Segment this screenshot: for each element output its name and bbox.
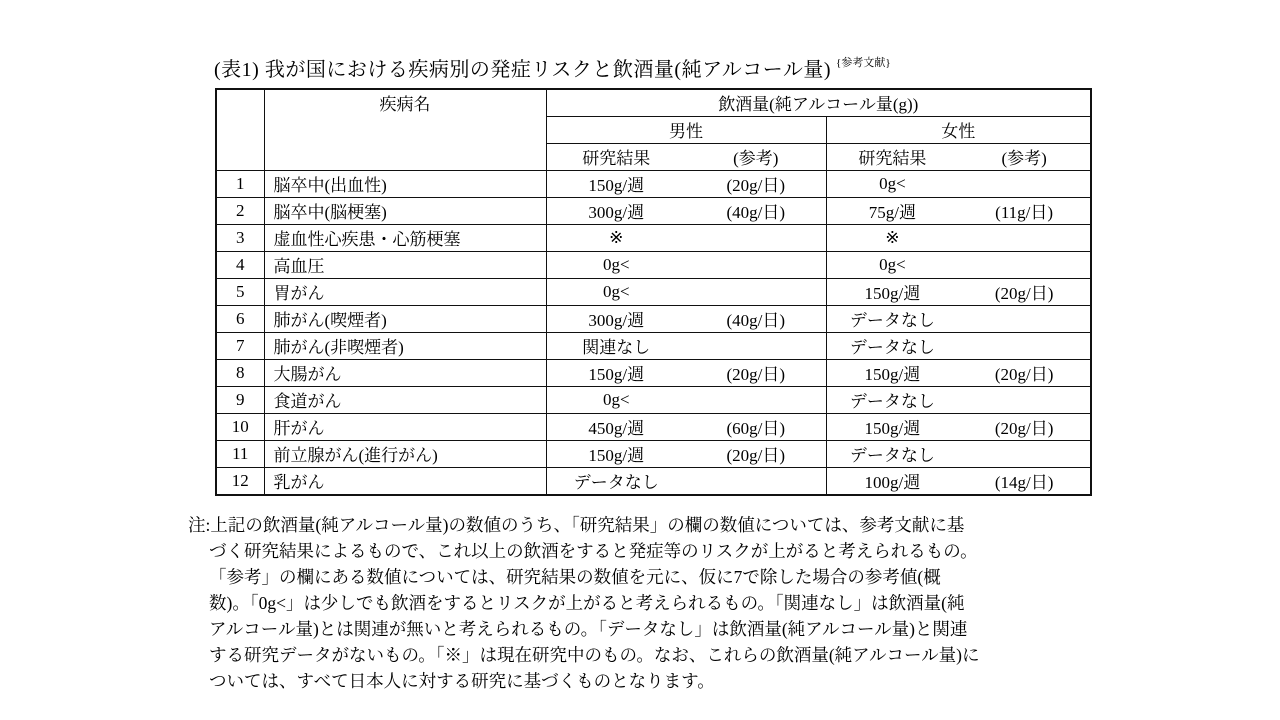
female-reference-value: (11g/日) [995,203,1054,222]
table-row [216,251,1091,278]
female-value-cell [826,305,1091,332]
table-row [216,305,1091,332]
male-result-value: 0g< [602,389,630,409]
female-result-value: ※ [885,227,900,247]
table-row [216,467,1091,495]
female-result-value: 75g/週 [868,203,916,222]
disease-name: 前立腺がん(進行がん) [264,440,546,467]
female-value-pair [827,252,1091,278]
male-value-pair [547,360,826,386]
female-result-value: データなし [849,392,935,411]
note-line: づく研究結果によるもので、これ以上の飲酒をすると発症等のリスクが上がると考えられるもの。 [209,541,978,561]
male-value-pair [547,468,826,494]
male-value-pair [547,333,826,359]
female-result-value: 0g< [879,254,906,274]
table-row [216,440,1091,467]
female-reference-value: (14g/日) [994,473,1054,492]
row-number: 2 [216,197,264,224]
note-block [188,512,979,694]
male-result-value: 0g< [602,254,630,274]
female-value-pair [827,225,1091,251]
note-line: する研究データがないもの。「※」は現在研究中のもの。なお、これらの飲酒量(純アルコール量)に [209,645,980,665]
female-value-pair [827,441,1091,467]
male-value-pair [547,306,826,332]
male-value-pair [547,279,826,305]
male-result-value: ※ [609,227,624,247]
male-value-cell [546,413,826,440]
row-number: 12 [216,467,264,495]
male-value-cell [546,359,826,386]
male-reference-value: (60g/日) [726,419,786,438]
female-value-pair [827,306,1091,332]
female-value-cell [826,332,1091,359]
male-value-pair [547,414,826,440]
male-result-value: 450g/週 [588,419,645,438]
male-value-cell [546,332,826,359]
female-reference-value: (20g/日) [994,284,1054,303]
male-result-value: 300g/週 [588,203,645,222]
male-result-value: 関連なし [582,338,651,357]
header-alcohol-amount: 飲酒量(純アルコール量(g)) [546,89,1091,116]
row-number: 1 [216,170,264,197]
male-value-pair [547,252,826,278]
male-reference-value: (20g/日) [726,176,786,195]
female-result-value: 150g/週 [864,365,921,384]
female-value-pair [827,468,1091,494]
note-line: 注:上記の飲酒量(純アルコール量)の数値のうち、「研究結果」の欄の数値については、参考文献に基 [188,515,965,535]
male-value-cell [546,251,826,278]
disease-name: 脳卒中(脳梗塞) [264,197,546,224]
male-result-value: 150g/週 [588,446,645,465]
male-reference-value: (20g/日) [726,446,786,465]
male-value-cell [546,305,826,332]
male-value-pair [547,198,826,224]
male-reference-value: (20g/日) [726,365,786,384]
male-reference-value: (40g/日) [726,203,786,222]
row-number: 5 [216,278,264,305]
female-value-cell [826,224,1091,251]
risk-table [215,88,1092,496]
header-female: 女性 [826,116,1091,143]
disease-name: 虚血性心疾患・心筋梗塞 [264,224,546,251]
table-row [216,359,1091,386]
male-result-value: 150g/週 [588,365,645,384]
male-result-value: 0g< [602,281,630,301]
male-value-cell [546,197,826,224]
female-result-value: データなし [849,311,935,330]
disease-name: 肝がん [264,413,546,440]
row-number: 7 [216,332,264,359]
header-row-1 [216,89,1091,116]
note-line: ついては、すべて日本人に対する研究に基づくものとなります。 [209,671,715,691]
header-male: 男性 [546,116,826,143]
row-number: 6 [216,305,264,332]
disease-name: 肺がん(非喫煙者) [264,332,546,359]
row-number: 10 [216,413,264,440]
male-value-cell [546,467,826,495]
note-line: アルコール量)とは関連が無いと考えられるもの。「データなし」は飲酒量(純アルコール量)と関連 [209,619,968,639]
table-header [216,89,1091,170]
row-number: 11 [216,440,264,467]
male-value-pair [547,387,826,413]
female-value-cell [826,440,1091,467]
female-value-pair [827,171,1091,197]
disease-name: 大腸がん [264,359,546,386]
female-result-value: 150g/週 [864,419,921,438]
male-value-pair [547,225,826,251]
female-reference-value: (20g/日) [994,365,1054,384]
title-text: (表1) 我が国における疾病別の発症リスクと飲酒量(純アルコール量) [214,59,832,81]
table-body [216,170,1091,495]
disease-name: 食道がん [264,386,546,413]
female-value-cell [826,386,1091,413]
table-row [216,413,1091,440]
row-number: 3 [216,224,264,251]
male-value-cell [546,224,826,251]
female-value-pair [827,333,1091,359]
male-value-cell [546,386,826,413]
table-row [216,386,1091,413]
female-value-cell [826,251,1091,278]
male-value-pair [547,171,826,197]
header-empty-cell [216,89,264,170]
table-row [216,224,1091,251]
header-male-subcolumns [546,143,826,170]
female-value-cell [826,467,1091,495]
header-female-reference: (参考) [1001,149,1047,168]
table-row [216,278,1091,305]
female-result-value: 150g/週 [864,284,921,303]
female-value-cell [826,413,1091,440]
female-result-value: データなし [849,338,935,357]
male-value-cell [546,440,826,467]
header-male-reference: (参考) [733,149,779,168]
table-row [216,170,1091,197]
female-value-pair [827,387,1091,413]
male-reference-value: (40g/日) [726,311,786,330]
row-number: 8 [216,359,264,386]
female-value-cell [826,278,1091,305]
disease-name: 高血圧 [264,251,546,278]
table-row [216,197,1091,224]
header-disease-name: 疾病名 [264,89,546,170]
disease-name: 乳がん [264,467,546,495]
header-female-result: 研究結果 [858,149,927,168]
male-result-value: データなし [573,473,659,492]
female-value-pair [827,360,1091,386]
female-value-cell [826,170,1091,197]
note-line: 数)。「0g<」は少しでも飲酒をするとリスクが上がると考えられるもの。「関連なし」は飲酒量(純 [209,593,965,613]
header-male-result: 研究結果 [582,149,651,168]
header-female-subcolumns [826,143,1091,170]
female-value-pair [827,198,1091,224]
female-value-pair [827,414,1091,440]
male-result-value: 300g/週 [588,311,645,330]
female-value-cell [826,197,1091,224]
row-number: 4 [216,251,264,278]
female-result-value: 100g/週 [864,473,921,492]
disease-name: 胃がん [264,278,546,305]
disease-name: 脳卒中(出血性) [264,170,546,197]
page-title [214,53,891,82]
female-value-cell [826,359,1091,386]
table-row [216,332,1091,359]
male-value-cell [546,278,826,305]
male-value-cell [546,170,826,197]
female-value-pair [827,279,1091,305]
disease-name: 肺がん(喫煙者) [264,305,546,332]
male-value-pair [547,441,826,467]
female-reference-value: (20g/日) [994,419,1054,438]
female-result-value: データなし [849,446,935,465]
row-number: 9 [216,386,264,413]
note-line: 「参考」の欄にある数値については、研究結果の数値を元に、仮に7で除した場合の参考値(概 [209,567,941,587]
male-result-value: 150g/週 [588,176,645,195]
title-superscript: {参考文献} [836,57,891,70]
female-result-value: 0g< [879,173,906,193]
